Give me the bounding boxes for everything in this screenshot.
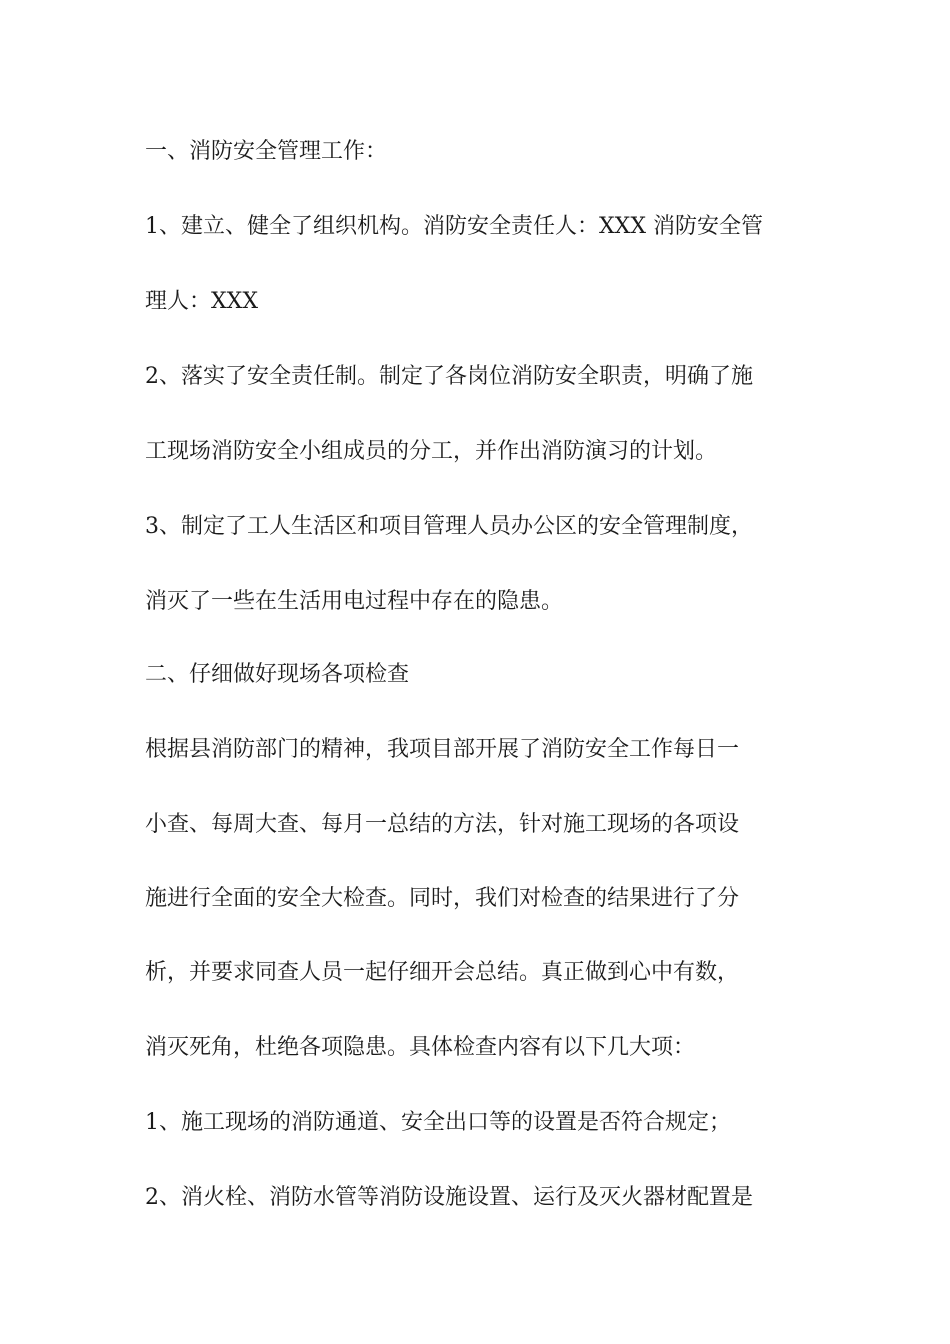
section-heading-fire-safety-management: 一、消防安全管理工作： <box>145 139 388 164</box>
paragraph-line: 析，并要求同查人员一起仔细开会总结。真正做到心中有数， <box>145 960 740 985</box>
section-heading-site-inspection: 二、仔细做好现场各项检查 <box>145 662 410 687</box>
paragraph-line: 消灭死角，杜绝各项隐患。具体检查内容有以下几大项： <box>145 1035 696 1060</box>
paragraph-line: 2、消火栓、消防水管等消防设施设置、运行及灭火器材配置是 <box>145 1185 753 1210</box>
paragraph-line: 2、落实了安全责任制。制定了各岗位消防安全职责，明确了施 <box>145 364 753 389</box>
paragraph-line: 消灭了一些在生活用电过程中存在的隐患。 <box>145 589 564 614</box>
paragraph-line: 3、制定了工人生活区和项目管理人员办公区的安全管理制度， <box>145 514 753 539</box>
paragraph-line: 小查、每周大查、每月一总结的方法，针对施工现场的各项设 <box>145 812 740 837</box>
paragraph-line: 工现场消防安全小组成员的分工，并作出消防演习的计划。 <box>145 439 718 464</box>
paragraph-line: 根据县消防部门的精神，我项目部开展了消防安全工作每日一 <box>145 737 740 762</box>
paragraph-line: 理人：XXX <box>145 289 258 314</box>
paragraph-line: 1、建立、健全了组织机构。消防安全责任人：XXX 消防安全管 <box>145 214 763 239</box>
paragraph-line: 1、施工现场的消防通道、安全出口等的设置是否符合规定； <box>145 1110 731 1135</box>
paragraph-line: 施进行全面的安全大检查。同时，我们对检查的结果进行了分 <box>145 886 740 911</box>
